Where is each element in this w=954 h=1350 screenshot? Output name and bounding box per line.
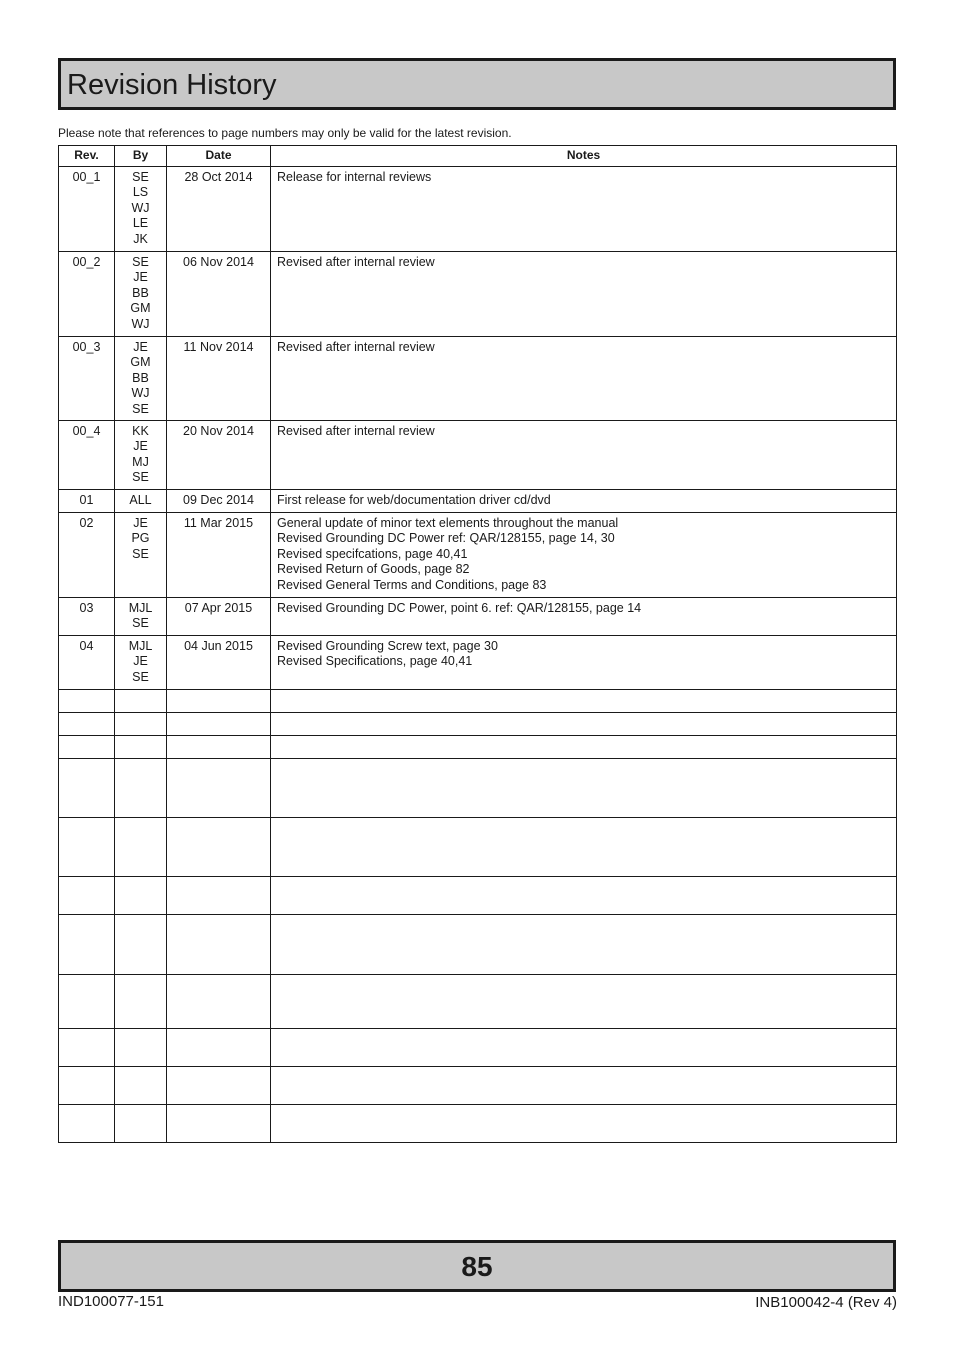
cell-by xyxy=(115,759,167,818)
cell-rev: 00_4 xyxy=(59,421,115,490)
cell-date xyxy=(167,1067,271,1105)
cell-date: 09 Dec 2014 xyxy=(167,490,271,513)
cell-notes xyxy=(271,690,897,713)
cell-date: 06 Nov 2014 xyxy=(167,252,271,337)
cell-rev: 00_2 xyxy=(59,252,115,337)
table-row xyxy=(59,713,897,736)
cell-rev: 04 xyxy=(59,636,115,690)
table-row xyxy=(59,975,897,1029)
cell-by xyxy=(115,1105,167,1143)
table-row xyxy=(59,1029,897,1067)
cell-notes xyxy=(271,915,897,975)
cell-notes xyxy=(271,759,897,818)
table-row xyxy=(59,690,897,713)
cell-date xyxy=(167,690,271,713)
cell-date: 04 Jun 2015 xyxy=(167,636,271,690)
cell-date xyxy=(167,759,271,818)
cell-rev xyxy=(59,1067,115,1105)
cell-notes xyxy=(271,975,897,1029)
table-row xyxy=(59,167,897,252)
cell-by xyxy=(115,1029,167,1067)
cell-by xyxy=(115,818,167,877)
cell-rev xyxy=(59,818,115,877)
cell-date xyxy=(167,736,271,759)
cell-by xyxy=(115,1067,167,1105)
column-header-date: Date xyxy=(167,146,271,167)
cell-notes xyxy=(271,877,897,915)
cell-by: KK JE MJ SE xyxy=(115,421,167,490)
cell-by: MJL SE xyxy=(115,598,167,636)
cell-date xyxy=(167,975,271,1029)
page-title: Revision History xyxy=(67,69,277,101)
cell-rev xyxy=(59,915,115,975)
table-row xyxy=(59,636,897,690)
revision-table-body xyxy=(59,167,897,1143)
cell-notes xyxy=(271,1029,897,1067)
cell-rev: 00_1 xyxy=(59,167,115,252)
cell-date xyxy=(167,713,271,736)
table-row xyxy=(59,877,897,915)
table-row xyxy=(59,252,897,337)
table-row xyxy=(59,1067,897,1105)
cell-rev xyxy=(59,975,115,1029)
page-number: 85 xyxy=(461,1251,493,1282)
page-title-bar xyxy=(58,58,896,110)
cell-by xyxy=(115,690,167,713)
cell-by: JE GM BB WJ SE xyxy=(115,337,167,421)
cell-by xyxy=(115,915,167,975)
column-header-notes: Notes xyxy=(271,146,897,167)
table-row xyxy=(59,1105,897,1143)
cell-by xyxy=(115,713,167,736)
cell-notes: Revised after internal review xyxy=(271,252,897,337)
cell-rev: 02 xyxy=(59,513,115,598)
cell-date xyxy=(167,915,271,975)
cell-notes xyxy=(271,818,897,877)
revision-note: Please note that references to page numbers may only be valid for the latest revision. xyxy=(58,126,512,140)
cell-date xyxy=(167,1105,271,1143)
cell-rev xyxy=(59,877,115,915)
cell-date: 11 Mar 2015 xyxy=(167,513,271,598)
table-row xyxy=(59,490,897,513)
cell-notes: Revised Grounding Screw text, page 30 Revised Specifications, page 40,41 xyxy=(271,636,897,690)
cell-by xyxy=(115,975,167,1029)
cell-by: SE JE BB GM WJ xyxy=(115,252,167,337)
cell-date: 20 Nov 2014 xyxy=(167,421,271,490)
footer-bar xyxy=(58,1240,896,1292)
cell-rev: 01 xyxy=(59,490,115,513)
table-row xyxy=(59,818,897,877)
cell-by: SE LS WJ LE JK xyxy=(115,167,167,252)
cell-notes xyxy=(271,1067,897,1105)
document-code-right: INB100042-4 (Rev 4) xyxy=(755,1294,897,1311)
cell-notes: Release for internal reviews xyxy=(271,167,897,252)
cell-rev: 03 xyxy=(59,598,115,636)
cell-notes: Revised Grounding DC Power, point 6. ref: QAR/128155, page 14 xyxy=(271,598,897,636)
cell-notes xyxy=(271,736,897,759)
cell-notes: First release for web/documentation driver cd/dvd xyxy=(271,490,897,513)
table-row xyxy=(59,421,897,490)
cell-date: 07 Apr 2015 xyxy=(167,598,271,636)
cell-rev xyxy=(59,1029,115,1067)
cell-notes xyxy=(271,713,897,736)
cell-date: 11 Nov 2014 xyxy=(167,337,271,421)
cell-rev xyxy=(59,713,115,736)
cell-by: JE PG SE xyxy=(115,513,167,598)
cell-rev xyxy=(59,759,115,818)
revision-table xyxy=(58,145,897,1143)
cell-notes xyxy=(271,1105,897,1143)
document-code-left: IND100077-151 xyxy=(58,1293,164,1310)
table-row xyxy=(59,513,897,598)
cell-notes: Revised after internal review xyxy=(271,421,897,490)
cell-by: ALL xyxy=(115,490,167,513)
table-row xyxy=(59,337,897,421)
cell-by xyxy=(115,736,167,759)
column-header-rev: Rev. xyxy=(59,146,115,167)
cell-rev: 00_3 xyxy=(59,337,115,421)
cell-by xyxy=(115,877,167,915)
cell-notes: Revised after internal review xyxy=(271,337,897,421)
cell-date xyxy=(167,818,271,877)
cell-rev xyxy=(59,1105,115,1143)
cell-rev xyxy=(59,736,115,759)
column-header-by: By xyxy=(115,146,167,167)
table-row xyxy=(59,759,897,818)
table-row xyxy=(59,598,897,636)
table-row xyxy=(59,736,897,759)
cell-by: MJL JE SE xyxy=(115,636,167,690)
cell-date: 28 Oct 2014 xyxy=(167,167,271,252)
cell-rev xyxy=(59,690,115,713)
cell-notes: General update of minor text elements throughout the manual Revised Grounding DC Power ref: QAR/128155, page 14, 30 Revised specifcations, page 40,41 Revised Return of Goods, page 82 Revised General Terms and Conditions, page 83 xyxy=(271,513,897,598)
table-header-row xyxy=(59,146,897,167)
cell-date xyxy=(167,1029,271,1067)
table-row xyxy=(59,915,897,975)
cell-date xyxy=(167,877,271,915)
